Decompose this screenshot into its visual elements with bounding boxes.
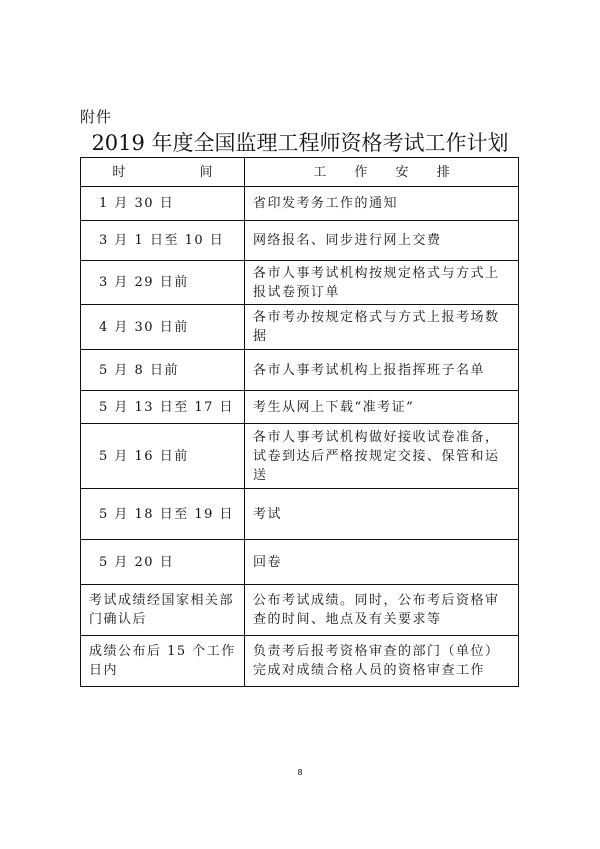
table-row bbox=[81, 636, 519, 687]
attachment-label: 附件 bbox=[80, 108, 113, 126]
row-task: 省印发考务工作的通知 bbox=[245, 187, 519, 221]
document-title: 2019 年度全国监理工程师资格考试工作计划 bbox=[91, 131, 509, 155]
table-row bbox=[81, 391, 519, 424]
row-time: 5 月 20 日 bbox=[81, 540, 245, 585]
row-task: 考生从网上下载“准考证” bbox=[245, 391, 519, 424]
table-row bbox=[81, 187, 519, 221]
table-header-row bbox=[81, 158, 519, 187]
row-time: 3 月 1 日至 10 日 bbox=[81, 221, 245, 261]
row-time: 5 月 16 日前 bbox=[81, 424, 245, 489]
row-task: 各市考办按规定格式与方式上报考场数据 bbox=[245, 305, 519, 350]
table-row bbox=[81, 489, 519, 540]
row-time: 考试成绩经国家相关部门确认后 bbox=[81, 585, 245, 636]
row-task: 网络报名、同步进行网上交费 bbox=[245, 221, 519, 261]
table-row bbox=[81, 540, 519, 585]
table-row bbox=[81, 350, 519, 391]
page-number: 8 bbox=[297, 768, 303, 777]
row-task: 回卷 bbox=[245, 540, 519, 585]
row-task: 各市人事考试机构上报指挥班子名单 bbox=[245, 350, 519, 391]
row-time: 成绩公布后 15 个工作日内 bbox=[81, 636, 245, 687]
row-task: 各市人事考试机构按规定格式与方式上报试卷预订单 bbox=[245, 261, 519, 305]
table-row bbox=[81, 424, 519, 489]
schedule-table bbox=[80, 157, 519, 687]
row-time: 3 月 29 日前 bbox=[81, 261, 245, 305]
row-task: 公布考试成绩。同时，公布考后资格审查的时间、地点及有关要求等 bbox=[245, 585, 519, 636]
row-time: 5 月 13 日至 17 日 bbox=[81, 391, 245, 424]
header-time: 时 间 bbox=[81, 158, 245, 187]
row-task: 各市人事考试机构做好接收试卷准备，试卷到达后严格按规定交接、保管和运送 bbox=[245, 424, 519, 489]
row-time: 5 月 18 日至 19 日 bbox=[81, 489, 245, 540]
table-row bbox=[81, 305, 519, 350]
row-task: 考试 bbox=[245, 489, 519, 540]
table-row bbox=[81, 261, 519, 305]
table-row bbox=[81, 221, 519, 261]
row-time: 1 月 30 日 bbox=[81, 187, 245, 221]
row-time: 5 月 8 日前 bbox=[81, 350, 245, 391]
row-time: 4 月 30 日前 bbox=[81, 305, 245, 350]
table-row bbox=[81, 585, 519, 636]
header-task: 工 作 安 排 bbox=[245, 158, 519, 187]
row-task: 负责考后报考资格审查的部门（单位）完成对成绩合格人员的资格审查工作 bbox=[245, 636, 519, 687]
